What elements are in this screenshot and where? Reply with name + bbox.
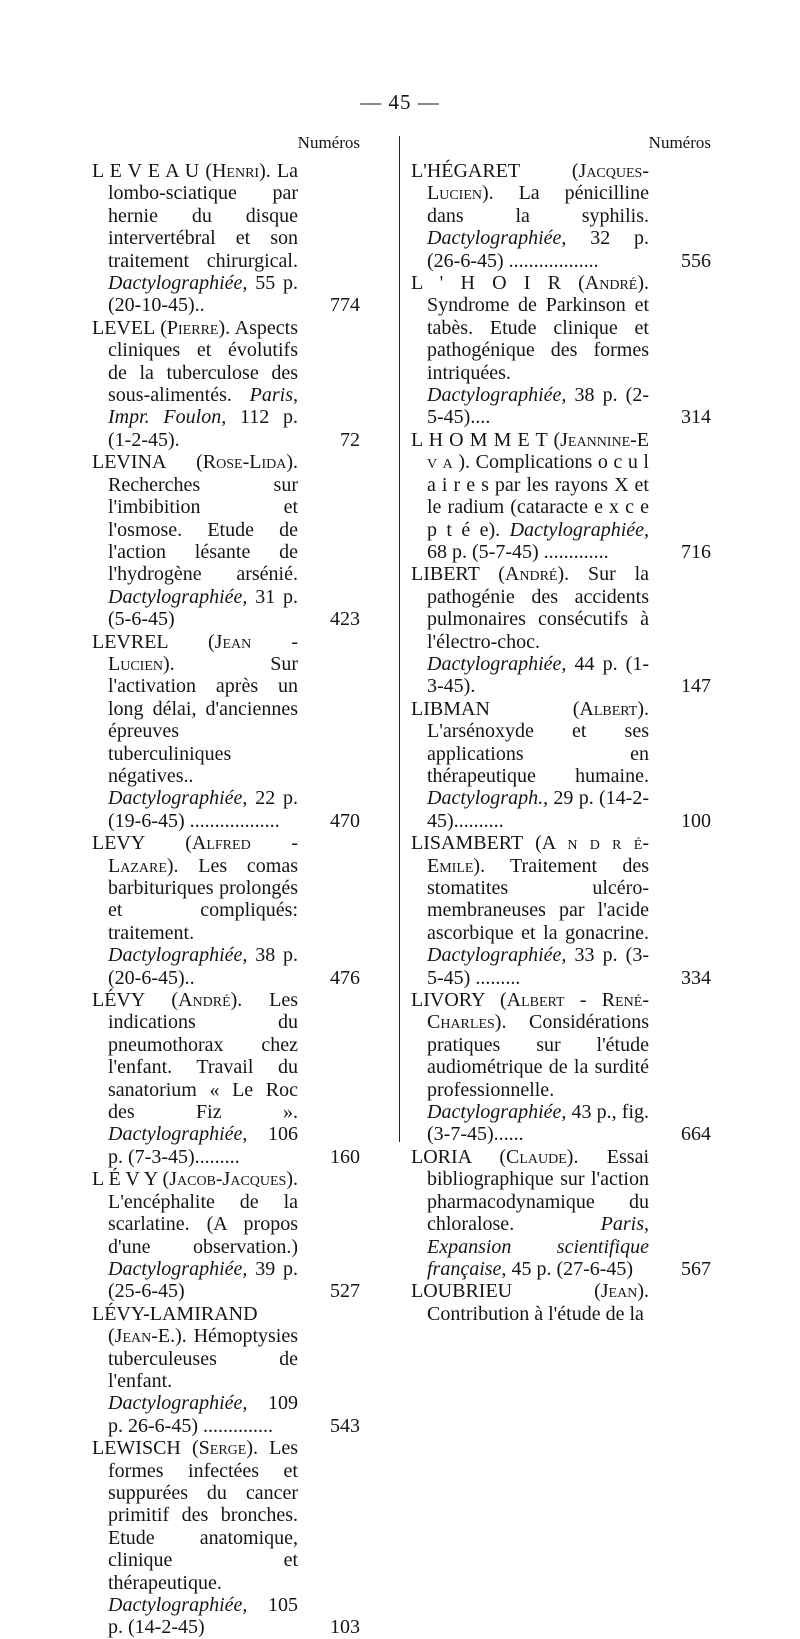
thesis-title: Les formes infectées et suppurées du cancer primitif des bronches. Etude anatomique, clinique et thérapeutique. (108, 1437, 298, 1594)
thesis-title: Considérations pratiques sur l'étude audiométrique de la surdité professionnelle. (427, 1011, 649, 1101)
author-name: LIBERT (411, 563, 480, 586)
author-given-name: (Jean). (594, 1280, 649, 1303)
column-divider (399, 136, 400, 1142)
publication: Dactylograph., (427, 787, 549, 810)
thesis-title: Contribution à l'étude de la (427, 1302, 644, 1325)
column-header-left: Numéros (297, 133, 360, 152)
left-column (92, 132, 360, 1639)
author-given-name: (Henri). (205, 160, 271, 182)
author-name: LEWISCH (92, 1437, 181, 1460)
publication: Dactylographiée, (427, 1101, 567, 1124)
entry-number: 147 (681, 675, 711, 698)
bibliography-entry (92, 317, 360, 451)
entry-number: 567 (681, 1257, 711, 1280)
author-given-name: (Jacques-Lucien). (427, 160, 649, 205)
author-given-name: (Alfred - Lazare). (108, 832, 298, 877)
publication: Paris, Expansion scientifique française, (427, 1213, 649, 1280)
thesis-title: La pénicilline dans la syphilis. (427, 182, 649, 227)
entry-number: 72 (340, 428, 360, 451)
publication: Dactylographiée, (108, 1594, 248, 1616)
publication-details: 43 p., fig. (3-7-45)...... (427, 1101, 649, 1146)
entry-number: 470 (330, 809, 360, 832)
bibliography-entry (411, 698, 711, 832)
entry-number: 527 (330, 1280, 360, 1303)
author-name: L H O M M E T (411, 428, 548, 451)
author-name: LÉVY-LAMIRAND (92, 1302, 258, 1325)
column-header-right: Numéros (648, 133, 711, 152)
author-given-name: (A n d r é-Emile). (427, 832, 649, 877)
thesis-title: Traitement des stomatites ulcéro-membraneuses par l'acide ascorbique et la gonacrine. (427, 854, 649, 944)
author-given-name: (Jeannine-E v a ). (427, 428, 650, 474)
author-given-name: (Jean-E.). (108, 1325, 187, 1348)
author-name: LIVORY (411, 989, 485, 1012)
author-name: LIBMAN (411, 697, 490, 720)
bibliography-entry (411, 563, 711, 697)
thesis-title: Syndrome de Parkinson et tabès. Etude clinique et pathogénique des formes intriquées. (427, 294, 649, 384)
publication-details: 55 p. (20-10-45).. (108, 272, 298, 317)
thesis-title: Les indications du pneumothorax chez l'enfant. Travail du sanatorium « Le Roc des Fiz ». (108, 989, 298, 1124)
publication-details: 109 p. 26-6-45) .............. (108, 1392, 298, 1437)
left-entries (92, 160, 360, 1639)
author-name: L'HÉGARET (411, 160, 520, 182)
publication-details: 32 p. (26-6-45) .................. (427, 227, 649, 272)
publication: Dactylographiée, (108, 944, 248, 967)
right-entries (411, 160, 711, 1325)
author-name: L E V E A U (92, 160, 200, 182)
publication-details: 68 p. (5-7-45) ............. (427, 540, 609, 563)
bibliography-entry (92, 631, 360, 833)
publication-details: 38 p. (20-6-45).. (108, 944, 298, 989)
author-name: L É V Y (92, 1168, 158, 1191)
entry-number: 556 (681, 249, 711, 272)
author-name: LEVREL (92, 630, 168, 653)
publication-details: 29 p. (14-2-45).......... (427, 787, 649, 832)
entry-number: 160 (330, 1145, 360, 1168)
bibliography-entry (411, 160, 711, 272)
author-name: LEVY (92, 832, 145, 855)
entry-number: 716 (681, 540, 711, 563)
page-number: — 45 — (360, 90, 440, 114)
author-name: LÉVY (92, 989, 145, 1012)
publication-details: 38 p. (2-5-45).... (427, 384, 649, 429)
thesis-title: Sur la pathogénie des accidents pulmonaires consécutifs à l'électro-choc. (427, 563, 650, 653)
thesis-title: L'encéphalite de la scarlatine. (A propos d'une observation.) (108, 1190, 298, 1258)
publication-details: 31 p. (5-6-45) (108, 585, 298, 631)
author-given-name: (Pierre). (160, 316, 231, 339)
author-name: LISAMBERT (411, 832, 523, 855)
author-given-name: (Jacob-Jacques). (162, 1168, 298, 1191)
bibliography-entry (411, 832, 711, 989)
publication-details: 112 p. (1-2-45). (108, 406, 298, 451)
author-name: LORIA (411, 1145, 471, 1168)
publication-details: 22 p. (19-6-45) .................. (108, 787, 298, 832)
entry-number: 543 (330, 1414, 360, 1437)
publication: Dactylographiée, (108, 585, 248, 608)
bibliography-entry (411, 1146, 711, 1280)
right-column (411, 132, 711, 1325)
publication: Dactylographiée, (108, 1257, 248, 1280)
thesis-title: Sur l'activation après un long délai, d'anciennes épreuves tuberculiniques négatives.. (108, 652, 298, 787)
publication: Dactylographiée, (427, 384, 567, 407)
publication: Dactylographiée, (108, 272, 248, 295)
publication-details: 105 p. (14-2-45) (108, 1594, 298, 1639)
thesis-title: L'arsénoxyde et ses applications en thérapeutique humaine. (427, 720, 649, 787)
publication: Paris, Impr. Foulon, (108, 384, 298, 429)
bibliography-entry (411, 272, 711, 429)
publication-details: 33 p. (3-5-45) ......... (427, 944, 649, 989)
entry-number: 664 (681, 1123, 711, 1146)
entry-number: 103 (330, 1616, 360, 1639)
publication: Dactylographiée, (427, 227, 567, 250)
bibliography-entry (92, 160, 360, 317)
entry-number: 334 (681, 966, 711, 989)
author-given-name: (Albert - René-Charles). (427, 989, 650, 1034)
publication-details: 39 p. (25-6-45) (108, 1257, 298, 1303)
author-given-name: (André). (578, 272, 650, 295)
entry-number: 314 (681, 406, 711, 429)
bibliography-entry (92, 451, 360, 630)
author-given-name: (André). (171, 989, 243, 1012)
publication-details: 106 p. (7-3-45)......... (108, 1123, 298, 1168)
bibliography-entry (92, 989, 360, 1168)
thesis-title: La lombo-sciatique par hernie du disque intervertébral et son traitement chirurgical. (108, 160, 299, 272)
publication: Dactylographiée, (108, 1392, 248, 1415)
publication-details: 45 p. (27-6-45) (506, 1257, 634, 1280)
publication: Dactylographiée, (427, 944, 567, 967)
author-name: LOUBRIEU (411, 1280, 513, 1303)
bibliography-entry (92, 832, 360, 989)
publication: Dactylographiée, (108, 787, 248, 810)
entry-number: 476 (330, 966, 360, 989)
bibliography-entry (92, 1437, 360, 1639)
bibliography-entry (92, 1303, 360, 1437)
entry-number: 423 (330, 608, 360, 631)
author-given-name: (Serge). (192, 1437, 258, 1460)
publication: Dactylographiée, (509, 518, 649, 541)
author-name: L ' H O I R (411, 272, 561, 295)
author-given-name: (André). (498, 563, 570, 586)
bibliography-entry (411, 989, 711, 1146)
author-given-name: (Claude). (499, 1145, 579, 1168)
author-name: LEVEL (92, 316, 155, 339)
author-name: LEVINA (92, 451, 166, 474)
entry-number: 774 (330, 294, 360, 317)
publication: Dactylographiée, (108, 1123, 248, 1146)
thesis-title: Aspects cliniques et évolutifs de la tuberculose des sous-alimentés. (108, 316, 298, 407)
thesis-title: Complications o c u l a i r e s par les rayons X et le radium (cataracte e x c e p t é e). (427, 451, 649, 541)
entry-number: 100 (681, 809, 711, 832)
publication-details: 44 p. (1-3-45). (427, 652, 649, 698)
thesis-title: Recherches sur l'imbibition et l'osmose. Etude de l'action lésante de l'hydrogène arsénié. (108, 473, 298, 586)
thesis-title: Hémoptysies tuberculeuses de l'enfant. (108, 1325, 298, 1392)
thesis-title: Essai bibliographique sur l'action pharmacodynamique du chloralose. (427, 1145, 650, 1236)
bibliography-entry (92, 1168, 360, 1302)
publication: Dactylographiée, (427, 652, 567, 675)
thesis-title: Les comas barbituriques prolongés et compliqués: traitement. (108, 854, 298, 944)
bibliography-entry (411, 1280, 711, 1325)
author-given-name: (Rose-Lida). (196, 451, 298, 474)
bibliography-entry (411, 429, 711, 563)
author-given-name: (Albert). (572, 697, 649, 720)
author-given-name: (Jean - Lucien). (108, 630, 298, 675)
